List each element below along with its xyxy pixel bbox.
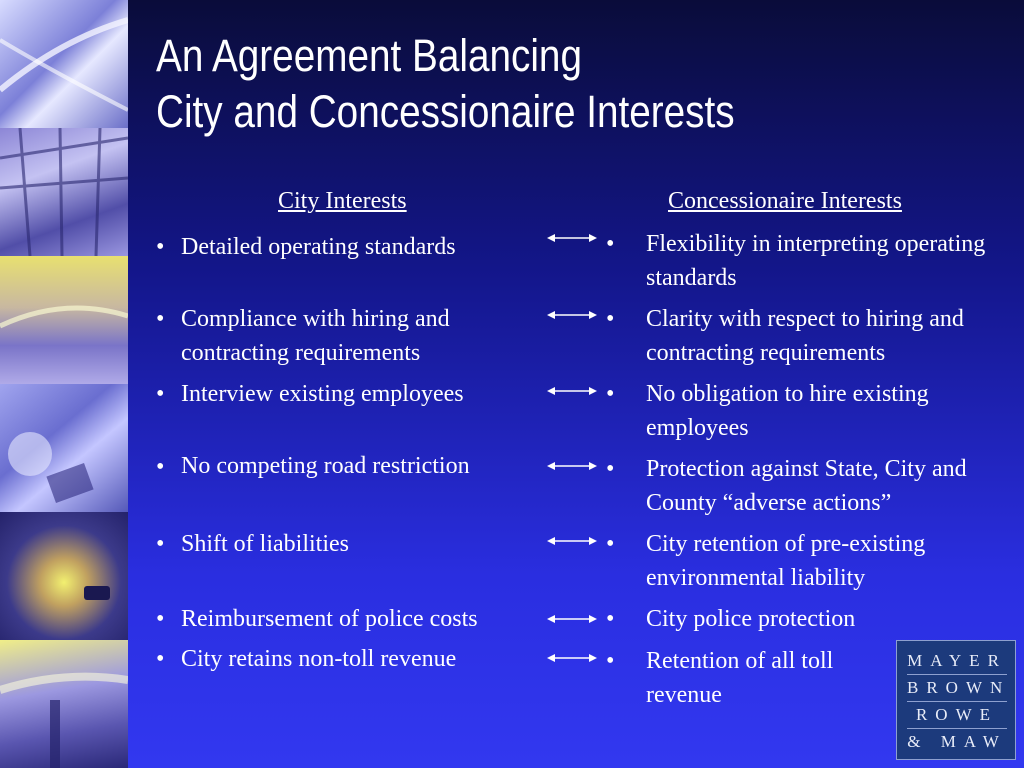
- mayer-brown-rowe-maw-logo: [896, 640, 1016, 760]
- logo-divider: [907, 674, 1007, 675]
- concessionaire-interests-header: Concessionaire Interests: [668, 188, 902, 214]
- photo-collage-strip: [0, 0, 128, 768]
- bullet: •: [156, 531, 165, 557]
- concessionaire-interest-text: Flexibility in interpreting operating standards: [646, 231, 986, 291]
- bullet: •: [606, 606, 615, 632]
- bullet: •: [606, 648, 615, 674]
- concessionaire-interest-text: Protection against State, City and County “adverse actions”: [646, 456, 967, 516]
- overpass-photo: [0, 640, 128, 768]
- highway-interchange-photo: [0, 0, 128, 128]
- bullet: •: [606, 306, 615, 332]
- bullet: •: [156, 234, 165, 260]
- logo-line-2: BROWN: [907, 678, 1011, 697]
- bridge-photo: [0, 128, 128, 256]
- bullet: •: [606, 231, 615, 257]
- double-arrow-icon: [546, 309, 598, 321]
- bullet: •: [606, 381, 615, 407]
- tunnel-photo: [0, 512, 128, 640]
- city-interest-text: City retains non-toll revenue: [181, 646, 457, 672]
- logo-line-4: & MAW: [907, 732, 1007, 751]
- bullet: •: [156, 454, 165, 480]
- city-interest-text: Detailed operating standards: [181, 234, 456, 260]
- city-interest-text: Interview existing employees: [181, 381, 464, 407]
- city-interest-text: Reimbursement of police costs: [181, 606, 478, 632]
- bullet: •: [606, 456, 615, 482]
- logo-divider: [907, 728, 1007, 729]
- title-line-1: An Agreement Balancing: [156, 30, 582, 81]
- concessionaire-interest-text: Clarity with respect to hiring and contracting requirements: [646, 306, 964, 366]
- slide-title: [156, 28, 861, 140]
- logo-line-3: ROWE: [915, 705, 999, 724]
- double-arrow-icon: [546, 385, 598, 397]
- title-line-2: City and Concessionaire Interests: [156, 86, 735, 137]
- double-arrow-icon: [546, 613, 598, 625]
- concessionaire-interest-text: City retention of pre-existing environmental liability: [646, 531, 926, 591]
- toll-card-photo: [0, 384, 128, 512]
- concessionaire-interest-text: No obligation to hire existing employees: [646, 381, 929, 441]
- double-arrow-icon: [546, 535, 598, 547]
- concessionaire-interest-text: City police protection: [646, 606, 856, 632]
- bullet: •: [156, 381, 165, 407]
- city-interest-text: Shift of liabilities: [181, 531, 349, 557]
- bullet: •: [156, 306, 165, 332]
- concessionaire-interest-text: Retention of all toll revenue: [646, 648, 834, 708]
- double-arrow-icon: [546, 652, 598, 664]
- city-interests-header: City Interests: [278, 188, 407, 214]
- logo-divider: [907, 701, 1007, 702]
- double-arrow-icon: [546, 460, 598, 472]
- city-interest-text: No competing road restriction: [181, 453, 470, 479]
- bullet: •: [156, 646, 165, 672]
- bullet: •: [606, 531, 615, 557]
- double-arrow-icon: [546, 232, 598, 244]
- city-interest-text: Compliance with hiring and contracting requirements: [181, 306, 450, 366]
- road-photo: [0, 256, 128, 384]
- logo-line-1: MAYER: [907, 651, 1007, 670]
- bullet: •: [156, 606, 165, 632]
